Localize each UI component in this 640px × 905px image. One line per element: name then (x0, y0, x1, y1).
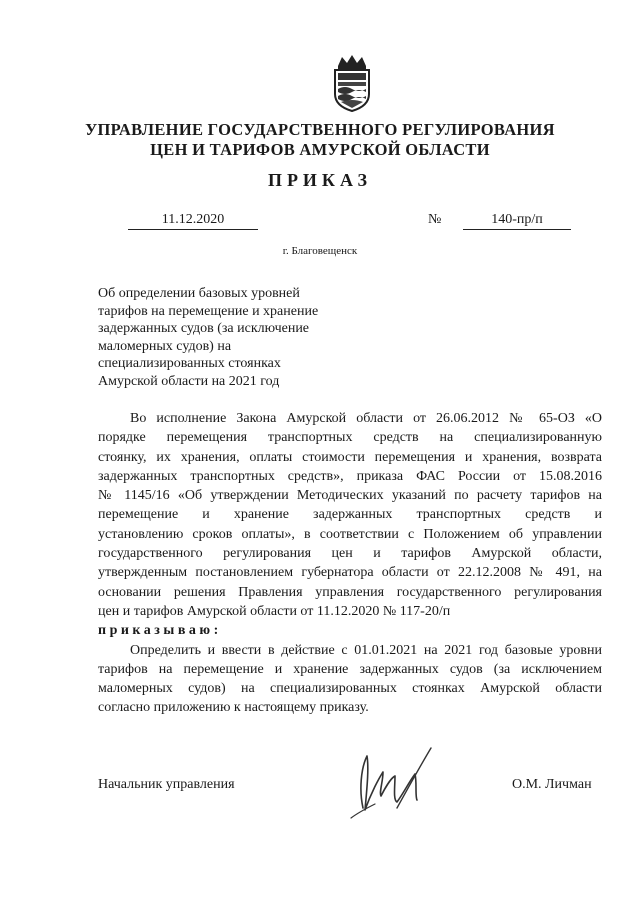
preamble-line: утвержденным постановлением губернатора области от 22.12.2008 № 491, на (98, 565, 602, 581)
city-name: г. Благовещенск (282, 245, 358, 257)
order-subject (98, 285, 388, 391)
subject-line: маломерных судов) на (98, 338, 232, 354)
order-line: согласно приложению к настоящему приказу. (98, 700, 369, 716)
preamble-line: основании решения Правления управления государственного регулирования (98, 584, 602, 600)
document-type-title: ПРИКАЗ (267, 170, 373, 190)
preamble-line: цен и тарифов Амурской области от 11.12.2020 № 117-20/п (98, 603, 451, 619)
order-number: 140-пр/п (463, 212, 571, 230)
subject-line: специализированных стоянках (98, 356, 281, 372)
signer-position: Начальник управления (98, 777, 235, 792)
order-line: Определить и ввести в действие с 01.01.2021 на 2021 год базовые уровни (130, 642, 602, 658)
preamble-line: стоянку, их хранения, оплаты стоимости перемещения и хранения, возврата (98, 449, 602, 465)
handwritten-signature (345, 738, 440, 823)
preamble-line: Во исполнение Закона Амурской области от 26.06.2012 № 65-ОЗ «О (130, 411, 602, 426)
order-line: тарифов на перемещение и хранение задержанных судов (за исключением (98, 661, 602, 677)
order-body (98, 409, 602, 718)
subject-line: Амурской области на 2021 год (98, 373, 280, 389)
preamble-line: перемещение и хранение задержанных транспортных средств и (98, 507, 602, 523)
number-sign: № (428, 212, 442, 227)
preamble-line: № 1145/16 «Об утверждении Методических указаний по расчету тарифов на (98, 488, 602, 504)
organization-name-line-2: ЦЕН И ТАРИФОВ АМУРСКОЙ ОБЛАСТИ (150, 140, 490, 159)
coat-of-arms-icon (330, 54, 374, 112)
subject-line: задержанных судов (за исключение (98, 321, 310, 337)
preamble-line: установлению сроков оплаты», в соответствии с Положением об управлении (98, 526, 602, 542)
signer-name: О.М. Личман (512, 777, 592, 792)
order-date: 11.12.2020 (128, 212, 258, 230)
subject-line: Об определении базовых уровней (98, 286, 300, 301)
preamble-line: порядке перемещения транспортных средств на специализированную (98, 430, 602, 446)
preamble-line: государственного регулирования цен и тарифов Амурской области, (98, 546, 602, 562)
subject-line: тарифов на перемещение и хранение (98, 303, 319, 319)
organization-name-line-1: УПРАВЛЕНИЕ ГОСУДАРСТВЕННОГО РЕГУЛИРОВАНИЯ (85, 120, 555, 139)
order-directive-word: приказываю: (98, 623, 222, 639)
order-line: маломерных судов) на специализированных стоянках Амурской области (98, 681, 602, 697)
preamble-line: задержанных транспортных средств», приказа ФАС России от 15.08.2016 (98, 468, 602, 484)
